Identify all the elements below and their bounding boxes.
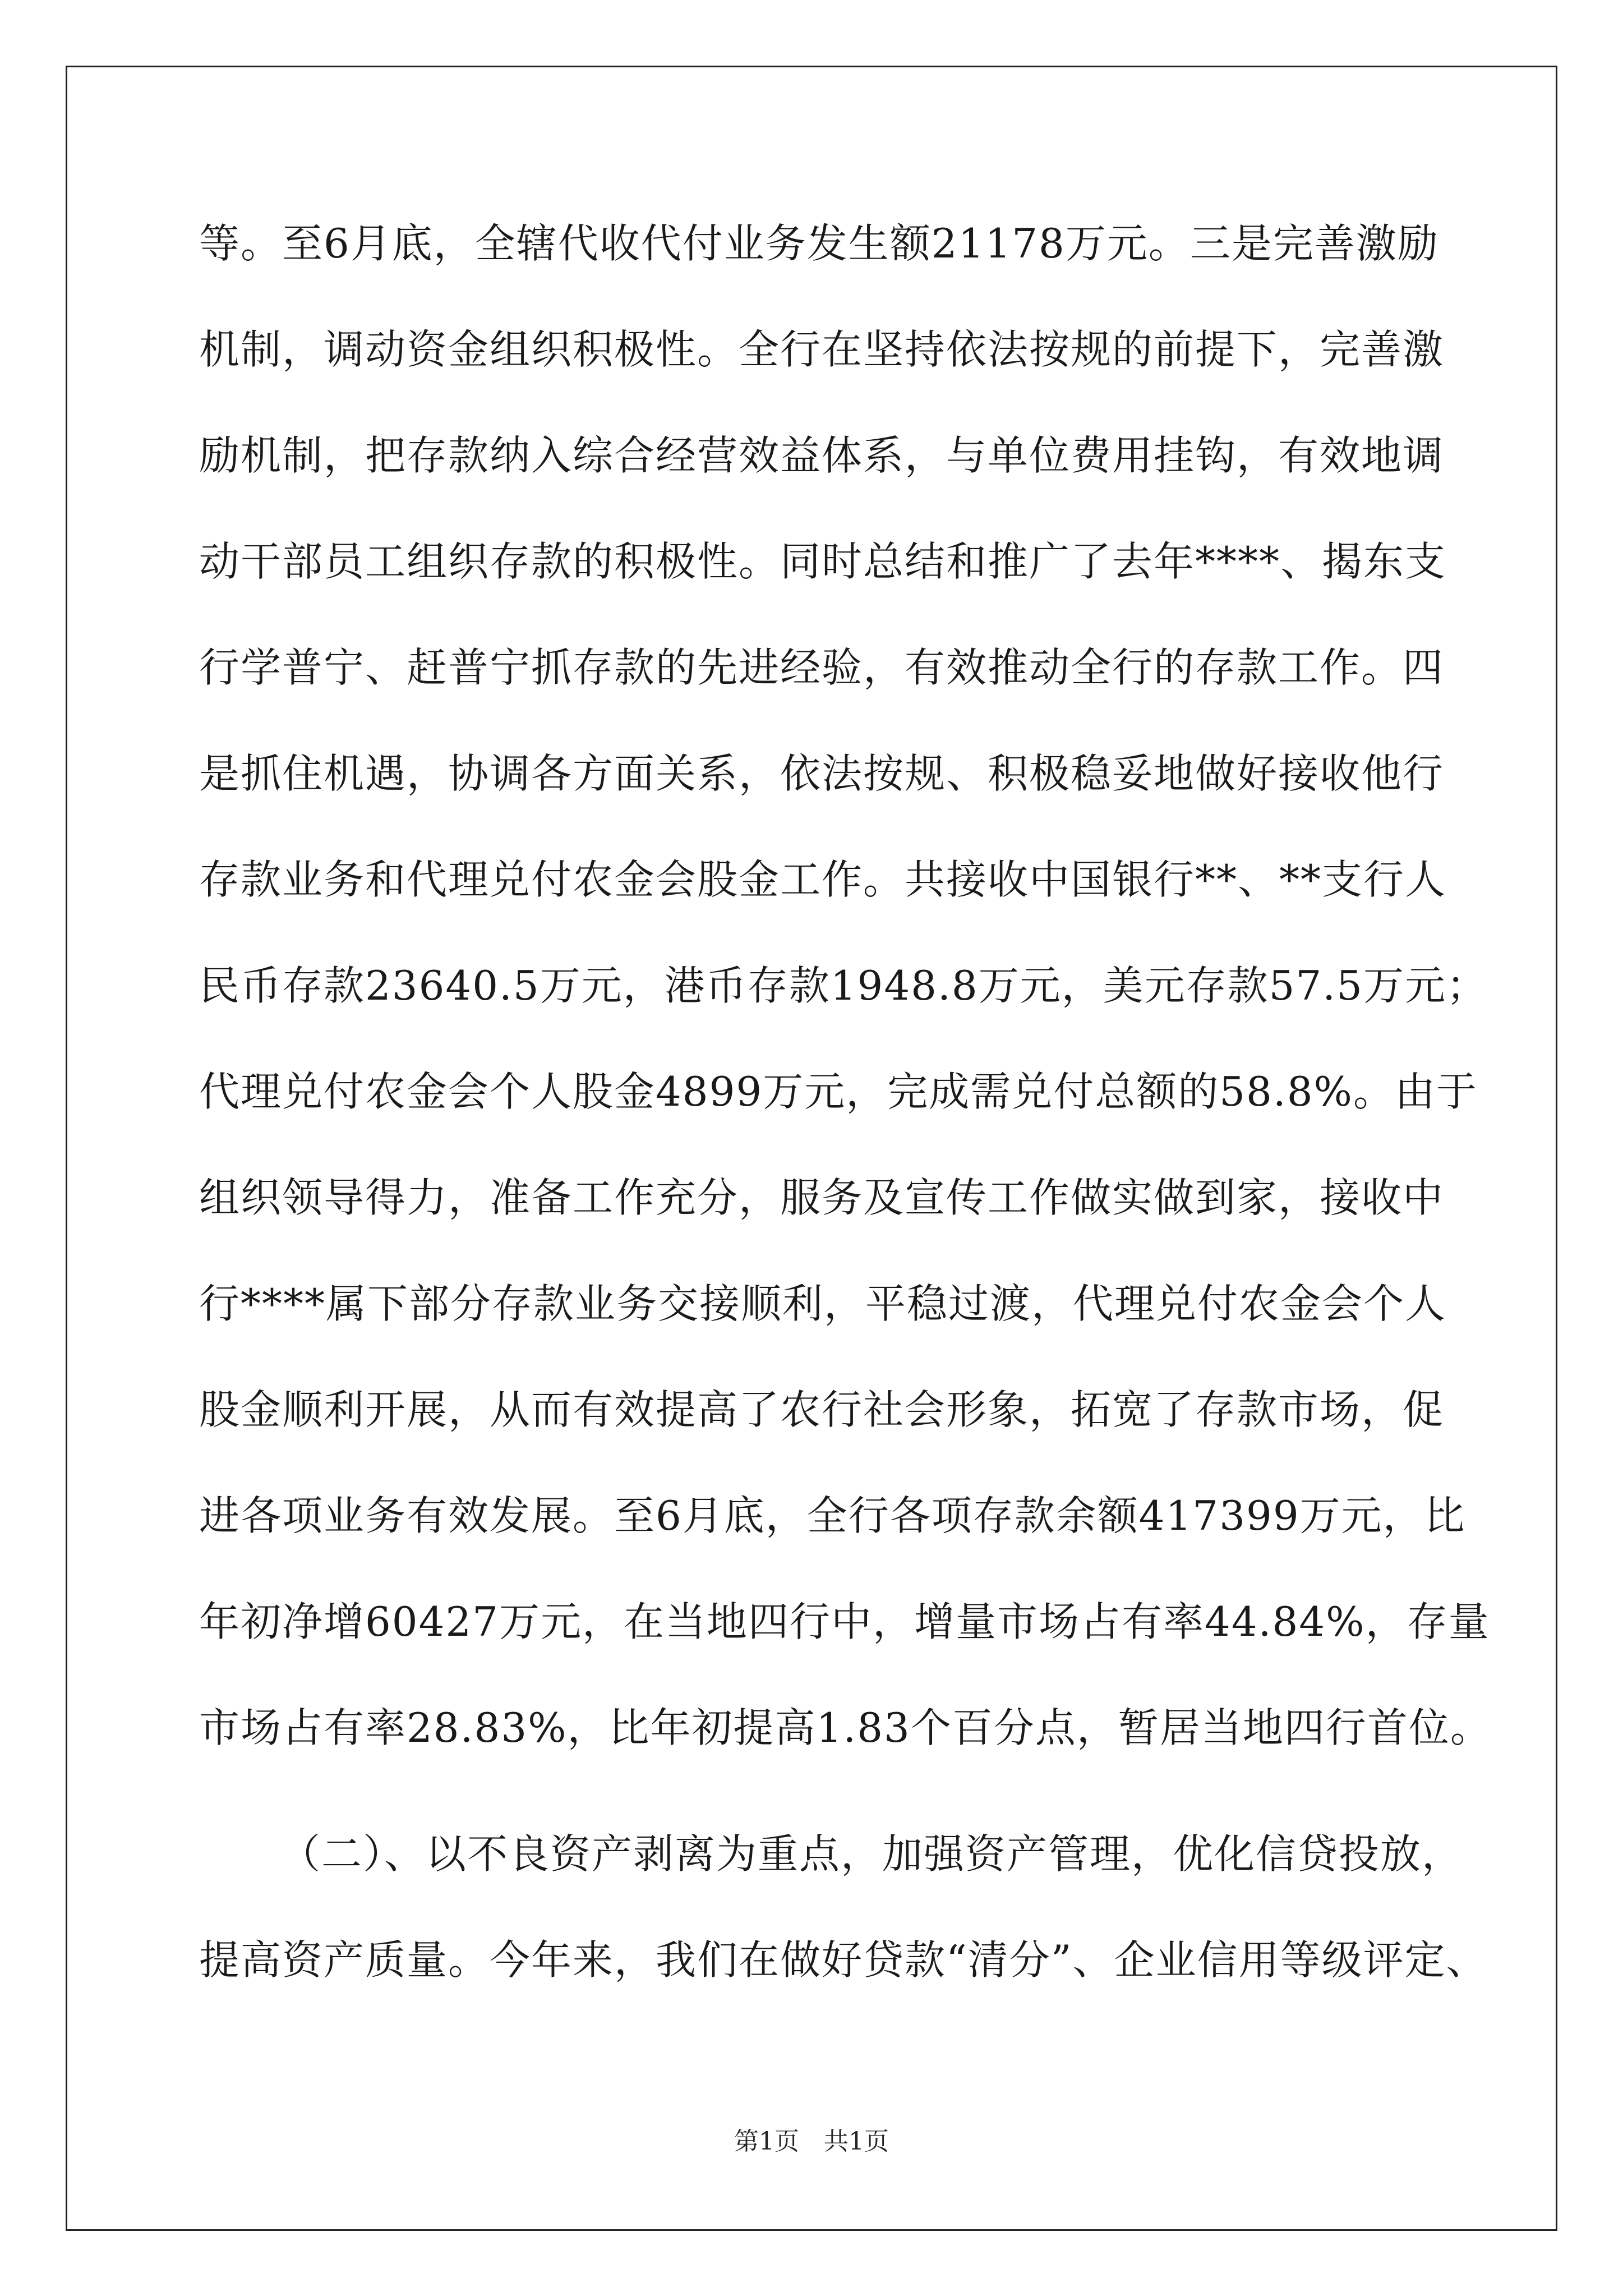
text-line: 动干部员工组织存款的积极性。同时总结和推广了去年****、揭东支 <box>199 538 1447 585</box>
text-line: 股金顺利开展，从而有效提高了农行社会形象，拓宽了存款市场，促 <box>199 1386 1445 1433</box>
text-line: 提高资产质量。今年来，我们在做好贷款“清分”、企业信用等级评定、 <box>199 1936 1488 1984</box>
text-line: 民币存款23640.5万元，港币存款1948.8万元，美元存款57.5万元； <box>199 962 1488 1009</box>
text-line: 励机制，把存款纳入综合经营效益体系，与单位费用挂钩，有效地调 <box>199 432 1445 479</box>
text-line: 年初净增60427万元，在当地四行中，增量市场占有率44.84%，存量 <box>199 1598 1490 1645</box>
text-line: 是抓住机遇，协调各方面关系，依法按规、积极稳妥地做好接收他行 <box>199 750 1445 797</box>
text-line: 进各项业务有效发展。至6月底，全行各项存款余额417399万元，比 <box>199 1492 1466 1539</box>
page-footer: 第1页 共1页 <box>734 2127 889 2156</box>
section-heading-line: （二）、以不良资产剥离为重点，加强资产管理，优化信贷投放， <box>280 1830 1464 1878</box>
text-line: 存款业务和代理兑付农金会股金工作。共接收中国银行**、**支行人 <box>199 856 1447 903</box>
document-body <box>199 191 1492 2013</box>
text-line: 组织领导得力，准备工作充分，服务及宣传工作做实做到家，接收中 <box>199 1174 1445 1221</box>
text-line: 机制，调动资金组织积极性。全行在坚持依法按规的前提下，完善激 <box>199 326 1445 373</box>
text-line: 市场占有率28.83%，比年初提高1.83个百分点，暂居当地四行首位。 <box>199 1704 1492 1751</box>
text-line: 代理兑付农金会个人股金4899万元，完成需兑付总额的58.8%。由于 <box>199 1068 1478 1115</box>
text-line: 等。至6月底，全辖代收代付业务发生额21178万元。三是完善激励 <box>199 220 1439 267</box>
text-line: 行****属下部分存款业务交接顺利，平稳过渡，代理兑付农金会个人 <box>199 1280 1447 1327</box>
text-line: 行学普宁、赶普宁抓存款的先进经验，有效推动全行的存款工作。四 <box>199 644 1445 691</box>
